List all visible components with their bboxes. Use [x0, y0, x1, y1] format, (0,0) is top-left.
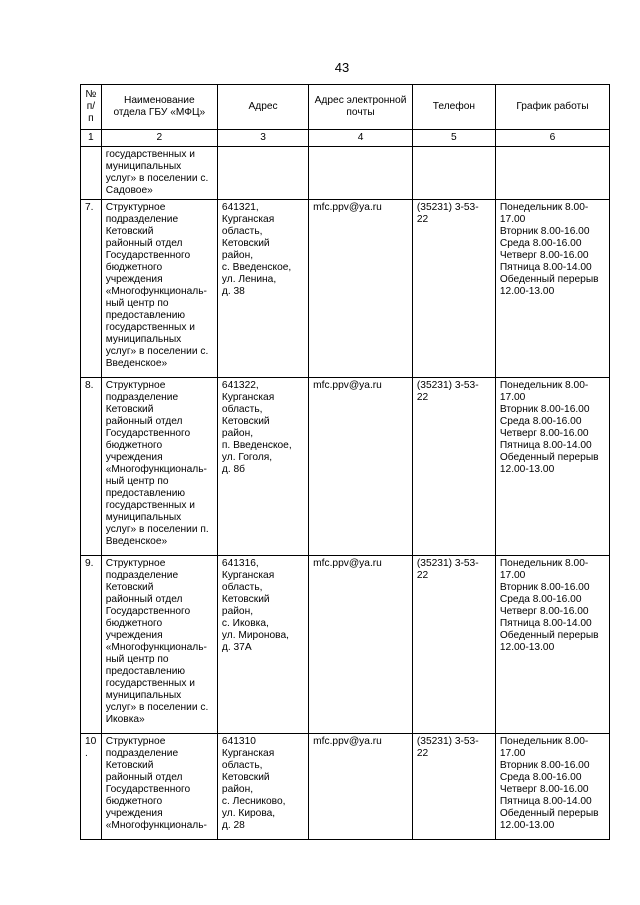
cell-name: Структурное подразделение Кетовский районный отдел Государственного бюджетного учреждения «Многофункциональ-: [101, 734, 217, 840]
table-header-row: [81, 85, 610, 130]
cell-no: 8.: [81, 378, 102, 556]
cell-schedule: Понедельник 8.00- 17.00 Вторник 8.00-16.00 Среда 8.00-16.00 Четверг 8.00-16.00 Пятница 8.00-14.00 Обеденный перерыв 12.00-13.00: [495, 378, 609, 556]
table-row: [81, 556, 610, 734]
column-number: 6: [495, 130, 609, 147]
cell-address: 641322, Курганская область, Кетовский район, п. Введенское, ул. Гоголя, д. 8б: [217, 378, 308, 556]
mfc-departments-table: [80, 84, 610, 840]
table-row-continuation: [81, 147, 610, 200]
column-number: 3: [217, 130, 308, 147]
cell-phone: (35231) 3-53- 22: [412, 200, 495, 378]
cell-address: 641316, Курганская область, Кетовский район, с. Иковка, ул. Миронова, д. 37А: [217, 556, 308, 734]
cell-name: Структурное подразделение Кетовский районный отдел Государственного бюджетного учреждения «Многофункциональ- ный центр по предоставлению государственных и муниципальных услуг» в поселении с. Введенское»: [101, 200, 217, 378]
cell-name: Структурное подразделение Кетовский районный отдел Государственного бюджетного учреждения «Многофункциональ- ный центр по предоставлению государственных и муниципальных услуг» в поселении п. Введенское»: [101, 378, 217, 556]
column-number: 5: [412, 130, 495, 147]
cell-email: mfc.ppv@ya.ru: [309, 378, 413, 556]
column-number: 1: [81, 130, 102, 147]
cell-no: 9.: [81, 556, 102, 734]
table-row: [81, 200, 610, 378]
cell-email: mfc.ppv@ya.ru: [309, 556, 413, 734]
cell-no: 10.: [81, 734, 102, 840]
header-name: Наименование отдела ГБУ «МФЦ»: [101, 85, 217, 130]
cell-email: mfc.ppv@ya.ru: [309, 200, 413, 378]
table-row: [81, 378, 610, 556]
cell-schedule: [495, 147, 609, 200]
cell-address: 641310 Курганская область, Кетовский район, с. Лесниково, ул. Кирова, д. 28: [217, 734, 308, 840]
column-number: 4: [309, 130, 413, 147]
column-number-row: [81, 130, 610, 147]
table-row: [81, 734, 610, 840]
cell-no: [81, 147, 102, 200]
cell-email: mfc.ppv@ya.ru: [309, 734, 413, 840]
page-number: 43: [334, 60, 350, 75]
cell-address: 641321, Курганская область, Кетовский район, с. Введенское, ул. Ленина, д. 38: [217, 200, 308, 378]
header-email: Адрес электронной почты: [309, 85, 413, 130]
cell-phone: [412, 147, 495, 200]
cell-no: 7.: [81, 200, 102, 378]
column-number: 2: [101, 130, 217, 147]
cell-phone: (35231) 3-53- 22: [412, 556, 495, 734]
header-no: № п/п: [81, 85, 102, 130]
cell-phone: (35231) 3-53- 22: [412, 734, 495, 840]
cell-address: [217, 147, 308, 200]
cell-email: [309, 147, 413, 200]
cell-phone: (35231) 3-53- 22: [412, 378, 495, 556]
header-phone: Телефон: [412, 85, 495, 130]
cell-schedule: Понедельник 8.00- 17.00 Вторник 8.00-16.00 Среда 8.00-16.00 Четверг 8.00-16.00 Пятница 8.00-14.00 Обеденный перерыв 12.00-13.00: [495, 200, 609, 378]
cell-name: государственных и муниципальных услуг» в поселении с. Садовое»: [101, 147, 217, 200]
cell-schedule: Понедельник 8.00- 17.00 Вторник 8.00-16.00 Среда 8.00-16.00 Четверг 8.00-16.00 Пятница 8.00-14.00 Обеденный перерыв 12.00-13.00: [495, 556, 609, 734]
cell-name: Структурное подразделение Кетовский районный отдел Государственного бюджетного учреждения «Многофункциональ- ный центр по предоставлению государственных и муниципальных услуг» в поселении с. Иковка»: [101, 556, 217, 734]
header-schedule: График работы: [495, 85, 609, 130]
header-address: Адрес: [217, 85, 308, 130]
cell-schedule: Понедельник 8.00- 17.00 Вторник 8.00-16.00 Среда 8.00-16.00 Четверг 8.00-16.00 Пятница 8.00-14.00 Обеденный перерыв 12.00-13.00: [495, 734, 609, 840]
